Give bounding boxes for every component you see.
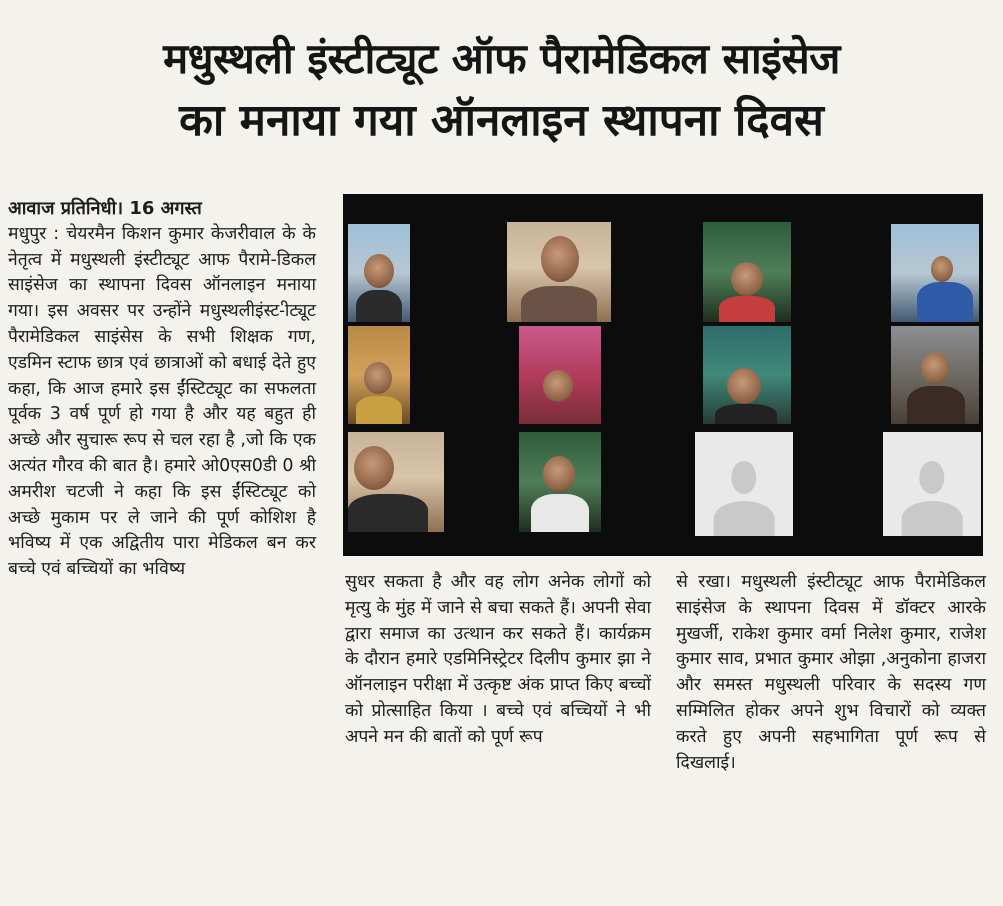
participant-tile bbox=[891, 224, 979, 322]
participant-tile bbox=[519, 326, 601, 424]
article-column-1 bbox=[8, 196, 316, 583]
participant-tile-no-video bbox=[695, 432, 793, 536]
article-column-2 bbox=[345, 570, 651, 751]
participant-tile bbox=[507, 222, 611, 322]
participant-tile bbox=[348, 432, 444, 532]
byline: आवाज प्रतिनिधी। 16 अगस्त bbox=[8, 198, 202, 219]
participant-tile bbox=[348, 326, 410, 424]
dateline-place: मधुपुर : bbox=[8, 223, 60, 244]
participant-tile bbox=[348, 224, 410, 322]
column-1-text: चेयरमैन किशन कुमार केजरीवाल के के नेतृत्व में मधुस्थली इंस्टीट्यूट आफ पैरामे-डिकल साइंसेज का स्थापना दिवस ऑनलाइन मनाया गया। इस अवसर पर उन्होंने मधुस्थलीइंस्ट-ीट्यूट पैरामेडिकल साइंसेस के सभी शिक्षक गण, एडमिन स्टाफ छात्र एवं छात्राओं को बधाई देते हुए कहा, कि आज हमारे इस ईंस्टिट्यूट का सफलता पूर्वक 3 वर्ष पूर्ण हो गया है और यह बहुत ही अच्छे और सुचारू रूप से चल रहा है ,जो कि एक अत्यंत गौरव की बात है। हमारे ओ0एस0डी 0 श्री अमरीश चटजी ने कहा कि इस ईंस्टिट्यूट को अच्छे मुकाम पर ले जाने की पूर्ण कोशिश है भविष्य में एक अद्वितीय पारा मेडिकल बन कर बच्चे एवं बच्चियों का भविष्य bbox=[8, 223, 316, 580]
column-3-text: से रखा। मधुस्थली इंस्टीट्यूट आफ पैरामेडिकल साइंसेज के स्थापना दिवस में डॉक्टर आरके मुखर्जी, राकेश कुमार वर्मा निलेश कुमार, राजेश कुमार साव, प्रभात कुमार ओझा ,अनुकोना हाजरा और समस्त मधुस्थली परिवार के सदस्य गण सम्मिलित होकर अपने शुभ विचारों को व्यक्त करते हुए अपनी सहभागिता पूर्ण रूप से दिखलाई। bbox=[676, 572, 986, 773]
participant-tile bbox=[519, 432, 601, 532]
headline-line-1: मधुस्थली इंस्टीट्यूट ऑफ पैरामेडिकल साइंसेज bbox=[163, 34, 840, 83]
article-paragraph-1 bbox=[8, 222, 316, 583]
participant-tile-no-video bbox=[883, 432, 981, 536]
participant-tile bbox=[703, 222, 791, 322]
headline-line-2: का मनाया गया ऑनलाइन स्थापना दिवस bbox=[179, 95, 824, 146]
column-2-text: सुधर सकता है और वह लोग अनेक लोगों को मृत्यु के मुंह में जाने से बचा सकते हैं। अपनी सेवा द्वारा समाज का उत्थान कर सकते हैं। कार्यक्रम के दौरान हमारे एडमिनिस्ट्रेटर दिलीप कुमार झा ने ऑनलाइन परीक्षा में उत्कृष्ट अंक प्राप्त किए बच्चों को प्रोत्साहित किया । बच्चे एवं बच्चियों ने भी अपने मन की बातों को पूर्ण रूप bbox=[345, 572, 651, 747]
participant-tile bbox=[703, 326, 791, 424]
participant-tile bbox=[891, 326, 979, 424]
article-column-3 bbox=[676, 570, 986, 776]
video-conference-photo bbox=[343, 194, 983, 556]
headline bbox=[0, 30, 1003, 152]
